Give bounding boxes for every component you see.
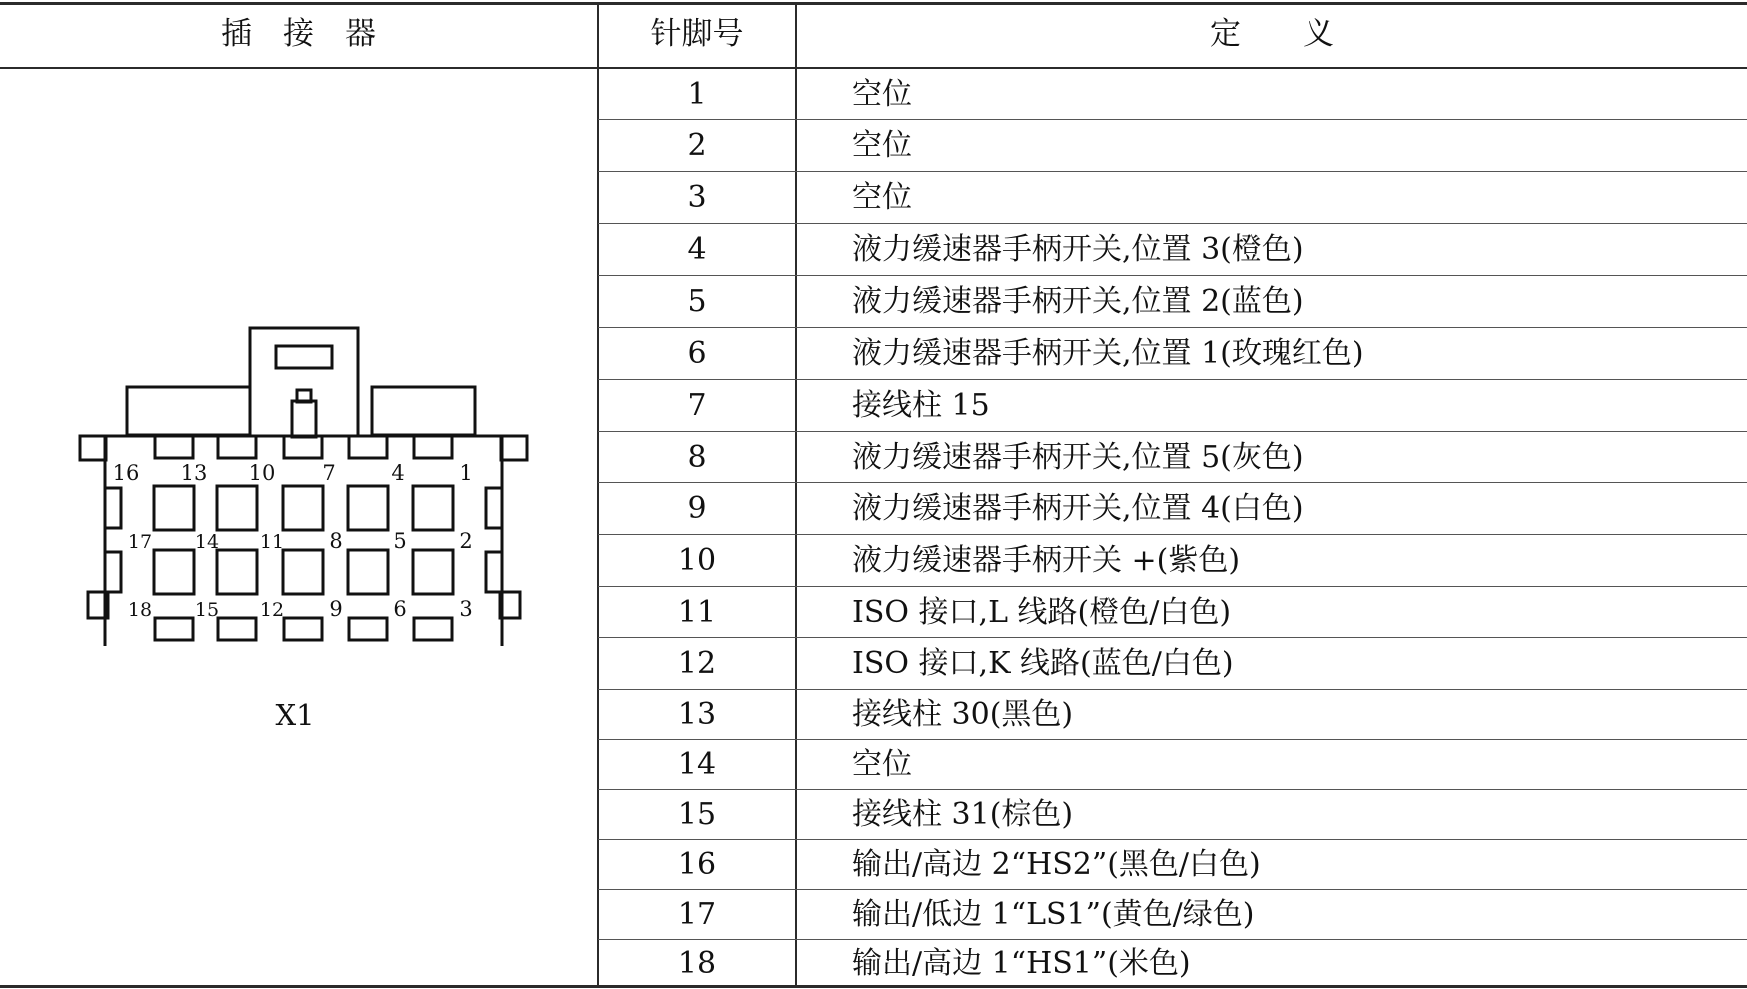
definition-cell: 接线柱 15 <box>852 388 990 423</box>
header-pin-number: 针脚号 <box>650 16 744 52</box>
definition-cell: 输出/高边 1“HS1”(米色) <box>852 946 1191 981</box>
pin-number-cell: 13 <box>677 697 717 732</box>
pin-label: 14 <box>194 531 220 553</box>
connector-x1-diagram <box>74 326 534 646</box>
definition-cell: 输出/低边 1“LS1”(黄色/绿色) <box>852 897 1255 932</box>
pin-label: 8 <box>329 529 343 553</box>
pin-label: 4 <box>391 461 405 485</box>
pin-label: 18 <box>127 599 153 621</box>
pin-label: 17 <box>127 531 153 553</box>
definition-cell: 输出/高边 2“HS2”(黑色/白色) <box>852 847 1261 882</box>
pin-label: 2 <box>459 529 473 553</box>
pin-number-cell: 12 <box>677 646 717 681</box>
pin-number-cell: 8 <box>687 440 707 475</box>
pin-number-cell: 17 <box>677 897 717 932</box>
header-connector: 插 接 器 <box>221 16 376 52</box>
pin-number-cell: 15 <box>677 797 717 832</box>
pin-label: 5 <box>393 529 407 553</box>
pin-label: 13 <box>180 461 208 485</box>
definition-cell: 接线柱 31(棕色) <box>852 797 1074 832</box>
pin-number-cell: 9 <box>687 491 707 526</box>
pin-number-cell: 18 <box>677 946 717 981</box>
definition-cell: 空位 <box>852 128 912 163</box>
pin-number-cell: 5 <box>687 284 707 319</box>
pin-number-cell: 1 <box>687 77 707 112</box>
pin-label: 6 <box>393 597 407 621</box>
definition-cell: 液力缓速器手柄开关,位置 2(蓝色) <box>852 284 1304 319</box>
pin-label: 10 <box>248 461 276 485</box>
connector-label: X1 <box>275 698 315 732</box>
pin-label: 7 <box>322 461 336 485</box>
definition-cell: 液力缓速器手柄开关,位置 5(灰色) <box>852 440 1304 475</box>
pin-number-cell: 10 <box>677 543 717 578</box>
definition-cell: ISO 接口,L 线路(橙色/白色) <box>852 595 1232 630</box>
header-definition: 定 义 <box>1210 16 1334 52</box>
pin-number-cell: 4 <box>687 232 707 267</box>
pin-label: 9 <box>329 597 343 621</box>
pin-label: 3 <box>459 597 473 621</box>
pin-number-cell: 3 <box>687 180 707 215</box>
pin-label: 15 <box>194 599 220 621</box>
pin-number-cell: 2 <box>687 128 707 163</box>
pin-label: 12 <box>259 599 285 621</box>
definition-cell: 空位 <box>852 747 912 782</box>
definition-cell: 液力缓速器手柄开关,位置 3(橙色) <box>852 232 1304 267</box>
definition-cell: 空位 <box>852 180 912 215</box>
pin-number-cell: 16 <box>677 847 717 882</box>
pin-label: 16 <box>112 461 140 485</box>
pin-number-cell: 7 <box>687 388 707 423</box>
definition-cell: ISO 接口,K 线路(蓝色/白色) <box>852 646 1234 681</box>
definition-cell: 空位 <box>852 77 912 112</box>
definition-cell: 液力缓速器手柄开关,位置 1(玫瑰红色) <box>852 336 1364 371</box>
pin-number-cell: 6 <box>687 336 707 371</box>
pin-label: 11 <box>259 531 285 553</box>
pin-number-cell: 14 <box>677 747 717 782</box>
definition-cell: 液力缓速器手柄开关 +(紫色) <box>852 543 1241 578</box>
pin-number-cell: 11 <box>677 595 717 630</box>
definition-cell: 液力缓速器手柄开关,位置 4(白色) <box>852 491 1304 526</box>
pin-label: 1 <box>459 461 473 485</box>
definition-cell: 接线柱 30(黑色) <box>852 697 1074 732</box>
